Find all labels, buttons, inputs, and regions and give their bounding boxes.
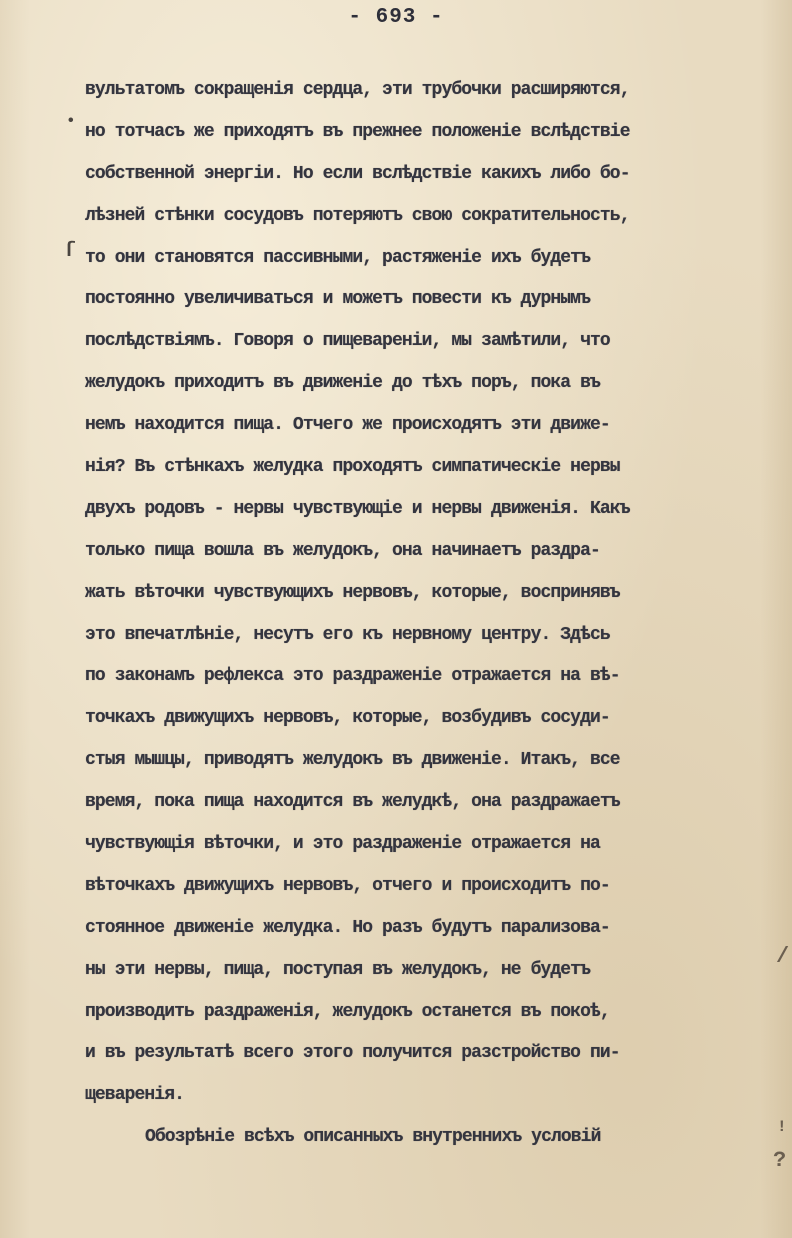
text-line: точкахъ движущихъ нервовъ, которые, возбудивъ сосуди- [85, 708, 610, 729]
paragraph-start-line: Обозрѣніе всѣхъ описанныхъ внутреннихъ условій [145, 1127, 601, 1148]
text-line: собственной энергіи. Но если вслѣдствіе какихъ либо бо- [85, 163, 630, 184]
margin-mark: ? [773, 1148, 787, 1173]
text-line: вультатомъ сокращенія сердца, эти трубочки расширяются, [85, 80, 630, 100]
margin-mark: • [66, 112, 76, 130]
text-line: нія? Въ стѣнкахъ желудка проходятъ симпатическіе нервы [85, 457, 620, 478]
text-line: стыя мышцы, приводятъ желудокъ въ движеніе. Итакъ, все [85, 750, 620, 771]
text-line: но тотчасъ же приходятъ въ прежнее положеніе вслѣдствіе [85, 121, 630, 142]
text-line: жать вѣточки чувствующихъ нервовъ, которые, воспринявъ [85, 582, 620, 603]
margin-mark: / [776, 944, 790, 969]
text-line: чувствующія вѣточки, и это раздраженіе отражается на [85, 834, 600, 855]
text-line: постоянно увеличиваться и можетъ повести къ дурнымъ [85, 289, 590, 310]
page-number: - 693 - [348, 6, 444, 29]
text-line: это впечатлѣніе, несутъ его къ нервному центру. Здѣсь [85, 624, 610, 645]
text-line: время, пока пища находится въ желудкѣ, она раздражаетъ [85, 792, 620, 813]
text-line: желудокъ приходитъ въ движеніе до тѣхъ поръ, пока въ [85, 373, 600, 394]
margin-mark: ! [777, 1118, 787, 1136]
text-line: по законамъ рефлекса это раздраженіе отражается на вѣ- [85, 666, 620, 687]
text-line: щеваренія. [85, 1085, 185, 1106]
text-line: то они становятся пассивными, растяженіе ихъ будетъ [85, 247, 590, 268]
text-line: и въ результатѣ всего этого получится разстройство пи- [85, 1043, 620, 1064]
text-line: немъ находится пища. Отчего же происходятъ эти движе- [85, 415, 610, 436]
body-text [85, 70, 785, 1159]
text-line: лѣзней стѣнки сосудовъ потеряютъ свою сократительность, [85, 205, 630, 226]
margin-mark: ſ [64, 240, 77, 263]
text-line: ны эти нервы, пища, поступая въ желудокъ, не будетъ [85, 959, 590, 980]
text-line: послѣдствіямъ. Говоря о пищевареніи, мы замѣтили, что [85, 331, 610, 352]
text-line: двухъ родовъ - нервы чувствующіе и нервы движенія. Какъ [85, 498, 630, 519]
text-line: стоянное движеніе желудка. Но разъ будутъ парализова- [85, 917, 610, 938]
text-line: производить раздраженія, желудокъ останется въ покоѣ, [85, 1001, 610, 1022]
text-line: только пища вошла въ желудокъ, она начинаетъ раздра- [85, 540, 600, 561]
text-line: вѣточкахъ движущихъ нервовъ, отчего и происходитъ по- [85, 875, 610, 896]
